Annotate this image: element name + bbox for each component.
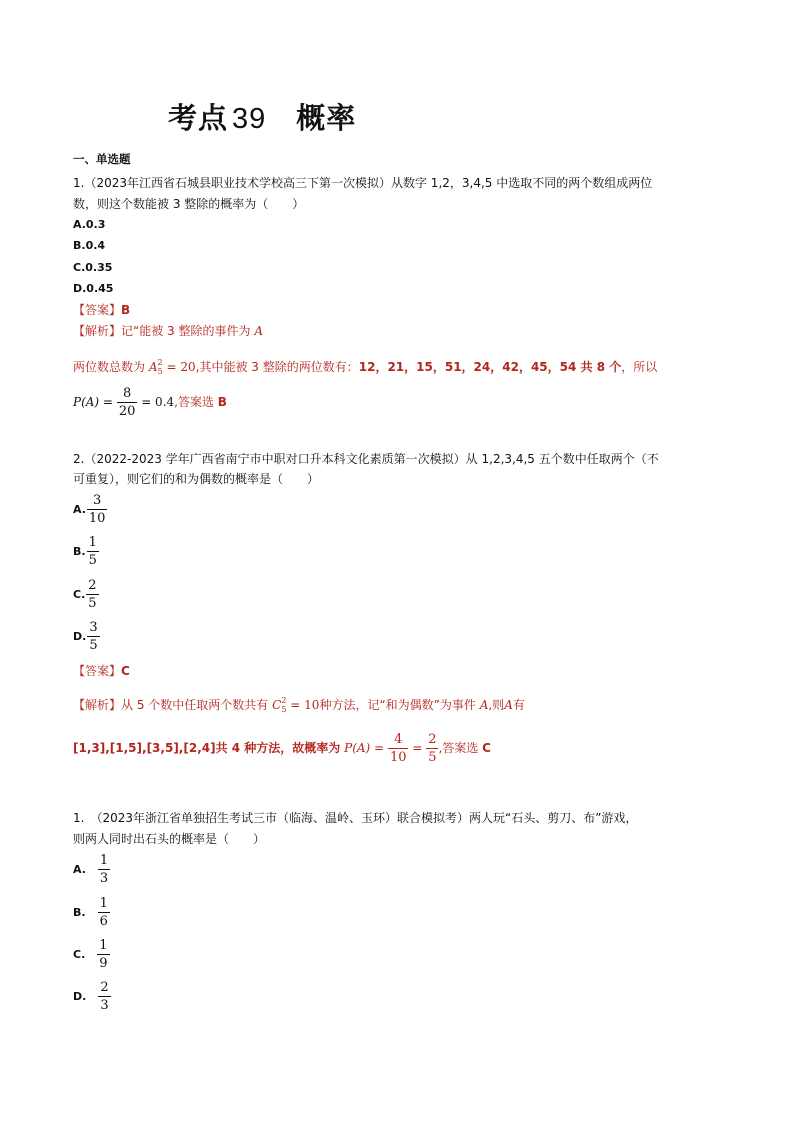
q1-analysis-line1 — [73, 323, 263, 339]
total-text: 两位数总数为 — [73, 360, 146, 374]
prob-numerator: 8 — [117, 385, 138, 403]
combination-sup: 2 — [281, 696, 287, 705]
title-prefix: 考点 — [168, 101, 229, 135]
page-title — [168, 96, 356, 137]
prob-fraction-1: $\frac{4}{10}$ — [389, 732, 407, 765]
q2-option-c: C. $\frac{2}{5}$ — [73, 578, 97, 611]
prob-lhs: P(A) = — [73, 395, 113, 409]
answer-tag: 【答案】 — [73, 303, 122, 317]
q2-option-d: D. $\frac{3}{5}$ — [73, 620, 98, 653]
q2-option-a: A. $\frac{3}{10}$ — [73, 493, 106, 526]
event-def-text: 种方法，记“和为偶数”为事件 — [319, 698, 476, 712]
section-heading: 一、单选题 — [73, 152, 131, 166]
answer-choose-text: ,答案选 — [438, 741, 479, 755]
has-text: 有 — [512, 698, 525, 712]
answer-choose-letter: C — [482, 741, 491, 755]
event-symbol: A — [254, 324, 263, 338]
q2-probability — [73, 731, 491, 766]
title-number: 39 — [232, 103, 267, 135]
analysis-tag: 【解析】 — [73, 698, 122, 712]
q3-option-d: D. $\frac{2}{3}$ — [73, 980, 109, 1013]
prob-lhs: P(A) = — [344, 741, 385, 755]
analysis-text: 从 5 个数中任取两个数共有 — [121, 698, 269, 712]
q1-stem-line1: 1.（2023年江西省石城县职业技术学校高三下第一次模拟）从数字 1,2，3,4,5 中选取不同的两个数组成两位 — [73, 176, 653, 190]
number-list: 12，21，15，51，24，42，45，54 共 8 个 — [358, 360, 622, 374]
q1-option-d: D.0.45 — [73, 282, 114, 295]
then-text: ,则 — [488, 698, 505, 712]
answer-value: B — [121, 303, 131, 317]
q2-stem-line1: 2.（2022-2023 学年广西省南宁市中职对口升本科文化素质第一次模拟）从 1,2,3,4,5 五个数中任取两个（不 — [73, 452, 659, 466]
q3-option-a: A. $\frac{1}{3}$ — [73, 853, 109, 886]
permutation-sub: 5 — [157, 367, 163, 376]
q3-stem-line1: 1. （2023年浙江省单独招生考试三市（临海、温岭、玉环）联合模拟考）两人玩“石头、剪刀、布”游戏， — [73, 811, 638, 825]
event-symbol-2: A — [504, 698, 513, 712]
q1-option-a: A.0.3 — [73, 218, 106, 231]
q1-probability — [73, 385, 227, 420]
combination-value: = 10 — [286, 698, 320, 712]
answer-choose-text: ,答案选 — [174, 395, 214, 409]
q2-stem-line2: 可重复），则它们的和为偶数的概率是（ ） — [73, 472, 320, 486]
event-symbol: A — [479, 698, 489, 712]
q3-stem-line2: 则两人同时出石头的概率是（ ） — [73, 832, 266, 846]
permutation-symbol: A — [148, 360, 158, 374]
permutation-value: = 20 — [162, 360, 196, 374]
combination-symbol: C — [272, 698, 282, 712]
prob-fraction — [117, 385, 138, 420]
analysis-text: 记“能被 3 整除的事件为 — [121, 324, 251, 338]
prob-denominator: 20 — [118, 404, 136, 419]
pairs-text: [1,3],[1,5],[3,5],[2,4]共 4 种方法，故概率为 — [73, 741, 341, 755]
q1-option-c: C.0.35 — [73, 261, 113, 274]
q2-analysis-line1 — [73, 693, 525, 718]
q3-option-c: C. $\frac{1}{9}$ — [73, 938, 108, 971]
so-text: ，所以 — [621, 360, 658, 374]
q1-option-b: B.0.4 — [73, 239, 106, 252]
answer-tag: 【答案】 — [73, 664, 122, 678]
q2-option-b: B. $\frac{1}{5}$ — [73, 535, 97, 568]
prob-rhs: = 0.4 — [141, 395, 175, 409]
q1-analysis-line2 — [73, 355, 657, 380]
q1-answer — [73, 302, 130, 318]
q2-answer — [73, 663, 130, 679]
prob-fraction-2: $\frac{2}{5}$ — [428, 732, 437, 765]
q3-option-b: B. $\frac{1}{6}$ — [73, 896, 108, 929]
combination-sub: 5 — [281, 705, 287, 714]
permutation-sup: 2 — [157, 358, 163, 367]
title-word: 概率 — [296, 101, 357, 135]
prob-equals: = — [412, 741, 423, 755]
answer-value: C — [121, 664, 130, 678]
q1-stem-line2: 数，则这个数能被 3 整除的概率为（ ） — [73, 197, 305, 211]
divisible-text: ,其中能被 3 整除的两位数有： — [195, 360, 359, 374]
answer-choose-letter: B — [217, 395, 227, 409]
analysis-tag: 【解析】 — [73, 324, 122, 338]
